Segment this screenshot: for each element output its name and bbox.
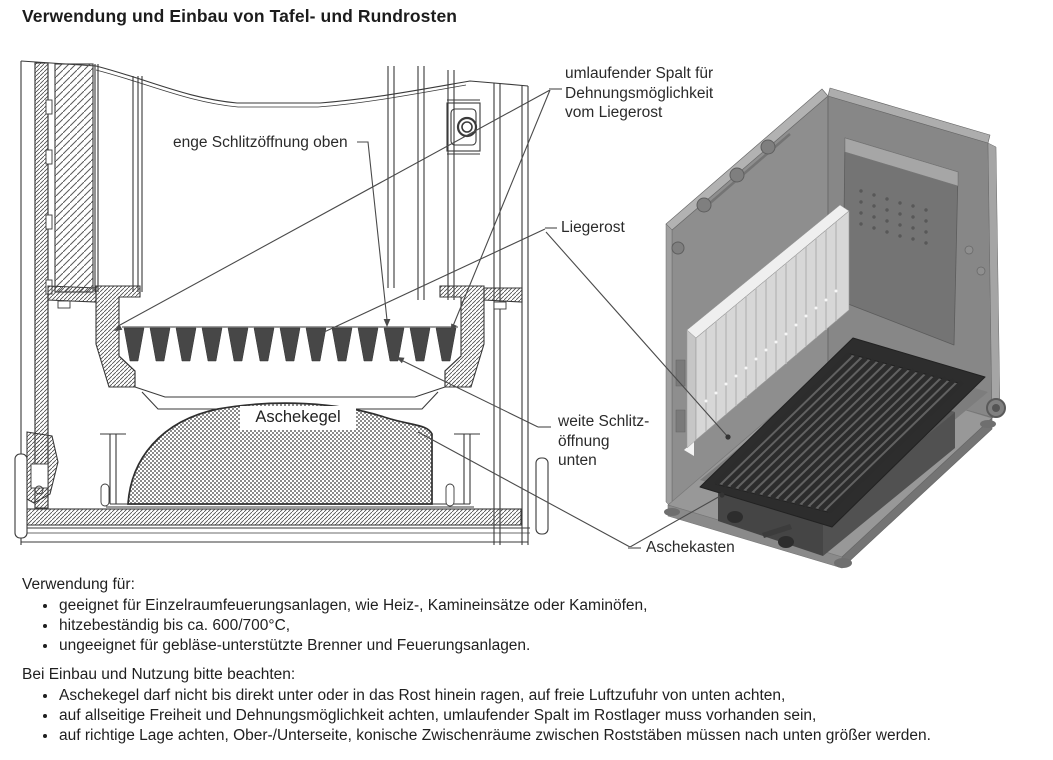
- installation-list: [22, 686, 1038, 746]
- caster-wheel: [987, 399, 1005, 417]
- wall-bolt: [672, 242, 684, 254]
- label-umlaufender-spalt: umlaufender Spalt für Dehnungsmöglichkeit vom Liegerost: [565, 65, 714, 121]
- usage-item: • geeignet für Einzelraumfeuerungsanlagen, wie Heiz-, Kamineinsätze oder Kaminöfen,: [58, 596, 1038, 616]
- page-title: Verwendung und Einbau von Tafel- und Rundrosten: [22, 6, 458, 26]
- body-text: [22, 575, 1038, 746]
- label-aschekegel: Aschekegel: [240, 406, 356, 430]
- wall-bolt: [761, 140, 775, 154]
- wall-bolt: [730, 168, 744, 182]
- iso-rendering: [664, 88, 1005, 568]
- label-aschekasten: Aschekasten: [646, 539, 735, 556]
- leader-liegerost-drawing: [322, 229, 545, 333]
- wall-bolt: [697, 198, 711, 212]
- usage-heading: Verwendung für:: [22, 576, 135, 593]
- label-liegerost: Liegerost: [561, 219, 625, 236]
- label-enge-schlitzoeffnung: enge Schlitzöffnung oben: [173, 134, 348, 151]
- leader-enge-schlitz: [357, 142, 387, 320]
- grate-bars: [124, 328, 456, 361]
- grate-assembly: [48, 286, 522, 409]
- installation-item: • auf allseitige Freiheit und Dehnungsmöglichkeit achten, umlaufender Spalt im Rostlager muss vorhanden sein,: [58, 706, 1038, 726]
- usage-item: • ungeeignet für gebläse-unterstützte Brenner und Feuerungsanlagen.: [58, 636, 1038, 656]
- installation-item: • auf richtige Lage achten, Ober-/Unterseite, konische Zwischenräume zwischen Roststäben müssen nach unten größer werden.: [58, 726, 1038, 746]
- usage-item: • hitzebeständig bis ca. 600/700°C,: [58, 616, 1038, 636]
- label-weite-schlitzoeffnung: weite Schlitz- öffnung unten: [558, 413, 650, 469]
- installation-item: • Aschekegel darf nicht bis direkt unter oder in das Rost hinein ragen, auf freie Luftzufuhr von unten achten,: [58, 686, 1038, 706]
- firebrick-lining: [55, 64, 93, 292]
- usage-list: [22, 596, 1038, 656]
- installation-heading: Bei Einbau und Nutzung bitte beachten:: [22, 666, 296, 683]
- mount-bracket-detail: [447, 100, 480, 154]
